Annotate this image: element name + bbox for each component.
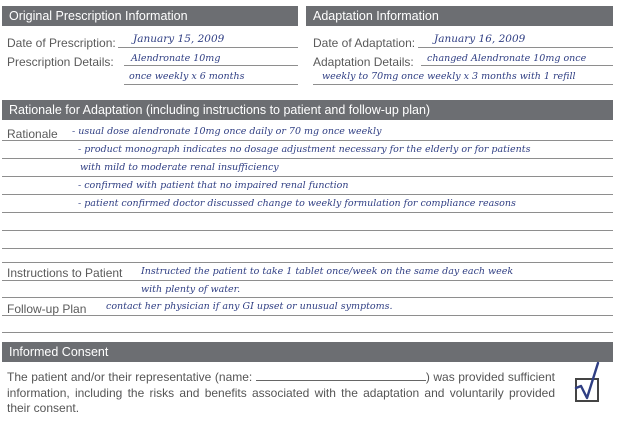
instructions-line-2: with plenty of water. <box>141 284 241 295</box>
prescription-details-line-a <box>124 65 298 66</box>
rationale-line-3: with mild to moderate renal insufficiency <box>80 162 279 173</box>
rationale-rule-6 <box>2 230 613 231</box>
adaptation-details-label: Adaptation Details: <box>313 55 414 69</box>
date-of-adaptation-line <box>418 47 613 48</box>
consent-statement <box>7 370 555 417</box>
rationale-header <box>2 100 613 120</box>
rationale-rule-3 <box>2 176 613 177</box>
instructions-rule-3 <box>2 297 613 298</box>
adaptation-details-line-a <box>421 65 613 66</box>
informed-consent-title: Informed Consent <box>9 345 109 359</box>
rationale-title: Rationale for Adaptation (including instructions to patient and follow-up plan) <box>9 103 431 117</box>
consent-text-before: The patient and/or their representative (name: <box>7 370 253 384</box>
adaptation-information-title: Adaptation Information <box>313 9 439 23</box>
prescription-details-label: Prescription Details: <box>7 55 114 69</box>
adaptation-details-line2: weekly to 70mg once weekly x 3 months with 1 refill <box>322 71 576 82</box>
rationale-line-2: - product monograph indicates no dosage adjustment necessary for the elderly or for patients <box>78 144 531 155</box>
prescription-details-line-b <box>124 84 298 85</box>
rationale-rule-2 <box>2 158 613 159</box>
adaptation-details-line-b <box>313 84 613 85</box>
date-of-prescription-line <box>118 47 298 48</box>
date-of-adaptation-value: January 16, 2009 <box>434 33 526 45</box>
instructions-rule-1 <box>2 262 613 263</box>
rationale-line-5: - patient confirmed doctor discussed change to weekly formulation for compliance reasons <box>78 198 516 209</box>
rationale-rule-1 <box>2 140 613 141</box>
original-prescription-title: Original Prescription Information <box>9 9 188 23</box>
prescription-details-line1: Alendronate 10mg <box>131 53 221 64</box>
original-prescription-header <box>2 6 298 26</box>
checkbox-checked-icon <box>571 360 607 406</box>
follow-up-plan-label: Follow-up Plan <box>7 302 87 316</box>
rationale-label: Rationale <box>7 127 58 141</box>
instructions-to-patient-label: Instructions to Patient <box>7 266 123 280</box>
date-of-prescription-value: January 15, 2009 <box>133 33 225 45</box>
instructions-line-1: Instructed the patient to take 1 tablet once/week on the same day each week <box>141 266 514 277</box>
adaptation-details-line1: changed Alendronate 10mg once <box>427 53 587 64</box>
date-of-adaptation-label: Date of Adaptation: <box>313 36 416 50</box>
rationale-rule-5 <box>2 212 613 213</box>
prescription-details-line2: once weekly x 6 months <box>129 71 245 82</box>
rationale-line-4: - confirmed with patient that no impaired renal function <box>78 180 349 191</box>
informed-consent-header <box>2 342 613 362</box>
consent-name-blank <box>256 371 426 381</box>
follow-up-rule-1 <box>2 315 613 316</box>
consent-text-after: ) was provided sufficient information, including the risks and benefits associated with the adaptation and voluntarily provided their consent. <box>7 370 555 415</box>
rationale-line-1: - usual dose alendronate 10mg once daily or 70 mg once weekly <box>72 126 382 137</box>
instructions-rule-2 <box>2 280 613 281</box>
date-of-prescription-label: Date of Prescription: <box>7 36 116 50</box>
rationale-rule-7 <box>2 248 613 249</box>
follow-up-rule-2 <box>2 332 613 333</box>
adaptation-information-header <box>306 6 613 26</box>
rationale-rule-4 <box>2 194 613 195</box>
follow-up-plan-value: contact her physician if any GI upset or unusual symptoms. <box>106 301 393 312</box>
